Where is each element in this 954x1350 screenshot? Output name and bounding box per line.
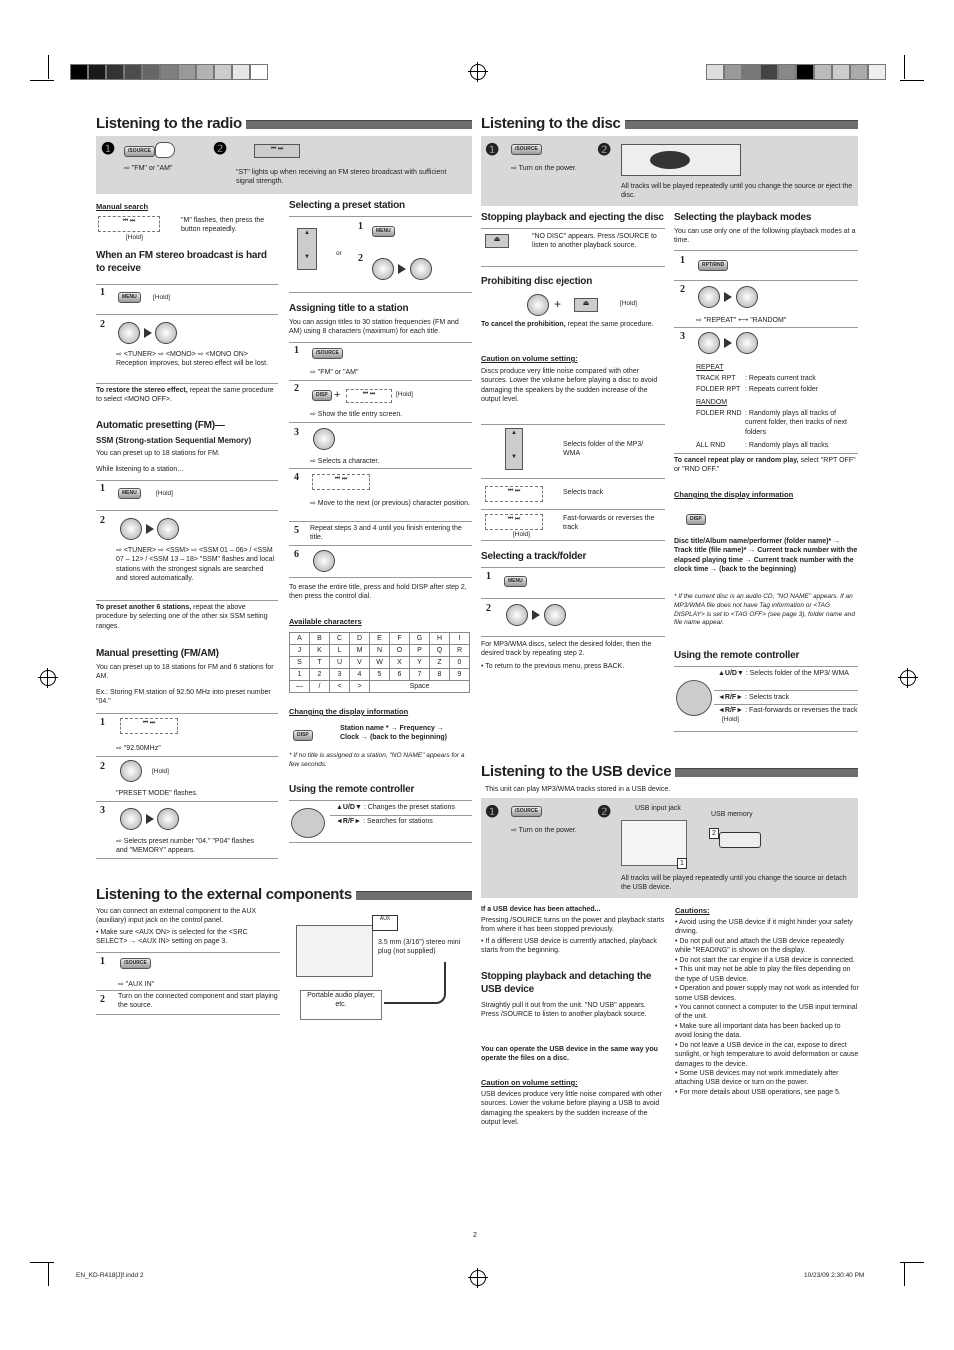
radio-display-heading: Changing the display information: [289, 707, 409, 716]
seek-buttons-icon[interactable]: ⏮ ⏭: [346, 389, 392, 403]
disc-caution-heading: Caution on volume setting:: [481, 354, 578, 363]
caution-item: • For more details about USB operations, see page 5.: [675, 1088, 841, 1096]
char-cell: E: [370, 633, 390, 645]
char-cell: G: [410, 633, 430, 645]
radio-step2-note: "ST" lights up when receiving an FM stereo broadcast with sufficient signal strength.: [236, 169, 447, 186]
usb-caution-heading: Caution on volume setting:: [481, 1078, 578, 1087]
seek-buttons-icon[interactable]: ⏮ ⏭: [120, 718, 178, 734]
crop-mark-tl2: [48, 55, 49, 79]
registration-mark-right: [900, 670, 916, 686]
menu-button[interactable]: MENU: [372, 226, 395, 237]
folder-up-down-icon[interactable]: ▲ ▼: [505, 428, 523, 470]
control-dial-icon[interactable]: [736, 286, 758, 308]
radio-title: [96, 114, 472, 134]
chars-heading: Available characters: [289, 617, 362, 626]
char-cell-space: Space: [370, 681, 470, 693]
menu-button[interactable]: MENU: [118, 292, 141, 303]
seek-buttons-icon[interactable]: ⏮ ⏭: [254, 144, 300, 158]
disp-button[interactable]: DISP: [293, 730, 313, 741]
eject-button-icon[interactable]: ⏏: [485, 234, 509, 248]
portable-player-box: Portable audio player, etc.: [300, 990, 382, 1020]
disp-button[interactable]: DISP: [312, 390, 332, 401]
control-dial-icon[interactable]: [736, 332, 758, 354]
color-bar-right: [706, 64, 886, 80]
usb-steps-panel: ❶ /SOURCE ⇨ Turn on the power. ❷ USB input jack USB memory 2 1 All tracks will be played repeatedly until you change the source or detach the USB device.: [481, 798, 858, 898]
char-cell: 0: [450, 657, 470, 669]
caution-item: • Operation and power supply may not work as intended for some USB devices.: [675, 985, 859, 1002]
char-cell: 3: [330, 669, 350, 681]
char-cell: C: [330, 633, 350, 645]
assign-title-heading: Assigning title to a station: [289, 303, 409, 314]
crop-mark-tl: [30, 80, 54, 81]
usb-stop-heading: Stopping playback and detaching the USB device: [481, 971, 652, 995]
control-dial-icon[interactable]: [120, 518, 142, 540]
chars-row: [290, 657, 470, 669]
select-preset-heading: Selecting a preset station: [289, 200, 405, 211]
control-dial-icon[interactable]: [698, 332, 720, 354]
cable-icon: [384, 962, 446, 1004]
hard-receive-heading: When an FM stereo broadcast is hard to receive: [96, 250, 267, 274]
char-cell: <: [330, 681, 350, 693]
control-dial-icon[interactable]: [120, 760, 142, 782]
color-bar-left: [70, 64, 268, 80]
menu-button[interactable]: MENU: [118, 488, 141, 499]
page-number: 2: [473, 1232, 477, 1239]
char-cell: 8: [430, 669, 450, 681]
caution-item: • Avoid using the USB device if it might hinder your safety driving.: [675, 919, 853, 936]
radio-title-text: Listening to the radio: [96, 115, 242, 132]
step-1-marker: ❶: [100, 141, 116, 159]
chars-row: [290, 669, 470, 681]
crop-mark-bl2: [48, 1262, 49, 1286]
aux-jack-icon: AUX: [372, 915, 398, 931]
caution-item: • You cannot connect a computer to the USB input terminal of the unit.: [675, 1003, 858, 1021]
remote-dpad-icon: [291, 808, 325, 838]
control-dial-icon[interactable]: [410, 258, 432, 280]
source-button[interactable]: /SOURCE: [511, 144, 542, 155]
crop-mark-tr: [900, 80, 924, 81]
chars-row: [290, 645, 470, 657]
char-cell: J: [290, 645, 310, 657]
caution-item: • Do not pull out and attach the USB device repeatedly while "READING" is shown on the display.: [675, 937, 845, 955]
chars-row: [290, 633, 470, 645]
seek-buttons-icon[interactable]: ⏮ ⏭: [485, 514, 543, 530]
control-dial-icon[interactable]: [157, 518, 179, 540]
usb-title: Listening to the USB device: [481, 762, 858, 782]
auto-preset-heading: Automatic presetting (FM)—: [96, 420, 225, 431]
manual-search-hold: [Hold]: [126, 234, 143, 241]
caution-item: • Some USB devices may not work immediately after attaching USB device or turn on the power.: [675, 1070, 839, 1087]
step-2-marker: ❷: [212, 141, 228, 159]
char-cell: 5: [370, 669, 390, 681]
hand-icon: [155, 142, 175, 158]
char-cell: D: [350, 633, 370, 645]
arrow-icon: [532, 610, 540, 620]
menu-button[interactable]: MENU: [504, 576, 527, 587]
radio-remote-heading: Using the remote controller: [289, 784, 415, 795]
char-cell: 4: [350, 669, 370, 681]
disp-button[interactable]: DISP: [686, 514, 706, 525]
control-dial-icon[interactable]: [313, 550, 335, 572]
available-characters-table: [289, 632, 470, 693]
usb-cautions-list: [675, 918, 859, 1097]
control-dial-icon[interactable]: [155, 322, 177, 344]
char-cell: Y: [410, 657, 430, 669]
char-cell: 2: [310, 669, 330, 681]
char-cell: H: [430, 633, 450, 645]
char-cell: R: [450, 645, 470, 657]
control-dial-icon[interactable]: [313, 428, 335, 450]
source-button[interactable]: /SOURCE: [120, 958, 151, 969]
eject-button-icon[interactable]: ⏏: [574, 298, 598, 312]
usb-step-label-1: 1: [677, 858, 687, 869]
car-unit-panel-icon: [296, 925, 373, 977]
caution-item: • Do not start the car engine if a USB device is connected.: [675, 956, 855, 964]
manual-search-heading: Manual search: [96, 202, 149, 211]
char-cell: F: [390, 633, 410, 645]
arrow-icon: [398, 264, 406, 274]
control-dial-icon[interactable]: [372, 258, 394, 280]
char-cell: O: [390, 645, 410, 657]
char-cell: /: [310, 681, 330, 693]
chars-row: [290, 681, 470, 693]
registration-mark-top: [470, 64, 486, 80]
char-cell: >: [350, 681, 370, 693]
char-cell: P: [410, 645, 430, 657]
char-cell: 1: [290, 669, 310, 681]
control-dial-icon[interactable]: [527, 294, 549, 316]
caution-item: • Do not leave a USB device in the car, expose to direct sunlight, or high temperature to avoid deformation or cause damages to the device.: [675, 1041, 859, 1068]
footer-date: 10/23/09 2:30:40 PM: [804, 1272, 865, 1279]
registration-mark-bottom: [470, 1270, 486, 1286]
char-cell: X: [390, 657, 410, 669]
manual-search-buttons[interactable]: ⏮ ⏭: [98, 216, 160, 232]
char-cell: 7: [410, 669, 430, 681]
modes-heading: Selecting the playback modes: [674, 212, 812, 223]
char-cell: T: [310, 657, 330, 669]
source-button[interactable]: /SOURCE: [511, 806, 542, 817]
char-cell: S: [290, 657, 310, 669]
control-dial-icon[interactable]: [120, 808, 142, 830]
external-title: Listening to the external components: [96, 885, 472, 905]
source-button[interactable]: /SOURCE: [124, 146, 155, 157]
caution-item: • Make sure all important data has been backed up to avoid losing the data.: [675, 1022, 841, 1040]
registration-mark-left: [40, 670, 56, 686]
char-cell: K: [310, 645, 330, 657]
char-cell: 6: [390, 669, 410, 681]
char-cell: —: [290, 681, 310, 693]
control-dial-icon[interactable]: [506, 604, 528, 626]
control-dial-icon[interactable]: [118, 322, 140, 344]
caution-item: • This unit may not be able to play the files depending on the type of USB device.: [675, 966, 851, 983]
arrow-icon: [146, 814, 154, 824]
ssm-heading: SSM (Strong-station Sequential Memory): [96, 436, 252, 445]
manual-preset-heading: Manual presetting (FM/AM): [96, 648, 219, 659]
radio-step1-note: ⇨ "FM" or "AM": [124, 165, 173, 172]
char-cell: M: [350, 645, 370, 657]
char-cell: I: [450, 633, 470, 645]
manual-search-note: "M" flashes, then press the button repeatedly.: [181, 217, 265, 234]
arrow-icon: [144, 328, 152, 338]
rpt-rnd-button[interactable]: RPT/RND: [698, 260, 728, 271]
control-dial-icon[interactable]: [544, 604, 566, 626]
crop-mark-bl: [30, 1262, 54, 1263]
char-cell: Z: [430, 657, 450, 669]
disc-steps-panel: ❶ /SOURCE ⇨ Turn on the power. ❷ All tracks will be played repeatedly until you change the source or eject the disc.: [481, 136, 858, 206]
usb-memory-icon: [719, 832, 761, 848]
select-track-heading: Selecting a track/folder: [481, 551, 587, 562]
usb-cautions-heading: Cautions:: [675, 906, 710, 915]
seek-buttons-icon[interactable]: ⏮ ⏭: [312, 474, 370, 490]
char-cell: N: [370, 645, 390, 657]
control-dial-icon[interactable]: [698, 286, 720, 308]
disc-insert-icon: [621, 144, 741, 176]
arrow-icon: [146, 524, 154, 534]
control-dial-icon[interactable]: [157, 808, 179, 830]
disc-title: Listening to the disc: [481, 114, 858, 134]
disc-remote-heading: Using the remote controller: [674, 650, 800, 661]
crop-mark-tr2: [904, 55, 905, 79]
char-cell: L: [330, 645, 350, 657]
prohibit-heading: Prohibiting disc ejection: [481, 276, 593, 287]
char-cell: W: [370, 657, 390, 669]
char-cell: A: [290, 633, 310, 645]
preset-up-down-icon[interactable]: ▲ ▼: [297, 228, 317, 270]
remote-dpad-icon: [676, 680, 712, 716]
footer-file: EN_KD-R418[J]f.indd 2: [76, 1272, 144, 1279]
crop-mark-br2: [904, 1262, 905, 1286]
disc-display-heading: Changing the display information: [674, 490, 794, 499]
usb-step-label-2: 2: [709, 828, 719, 839]
radio-steps-panel: [96, 136, 472, 194]
char-cell: B: [310, 633, 330, 645]
char-cell: 9: [450, 669, 470, 681]
char-cell: U: [330, 657, 350, 669]
char-cell: V: [350, 657, 370, 669]
stop-eject-heading: Stopping playback and ejecting the disc: [481, 212, 664, 223]
arrow-icon: [724, 292, 732, 302]
seek-buttons-icon[interactable]: ⏮ ⏭: [485, 486, 543, 502]
arrow-icon: [724, 338, 732, 348]
source-button[interactable]: /SOURCE: [312, 348, 343, 359]
char-cell: Q: [430, 645, 450, 657]
